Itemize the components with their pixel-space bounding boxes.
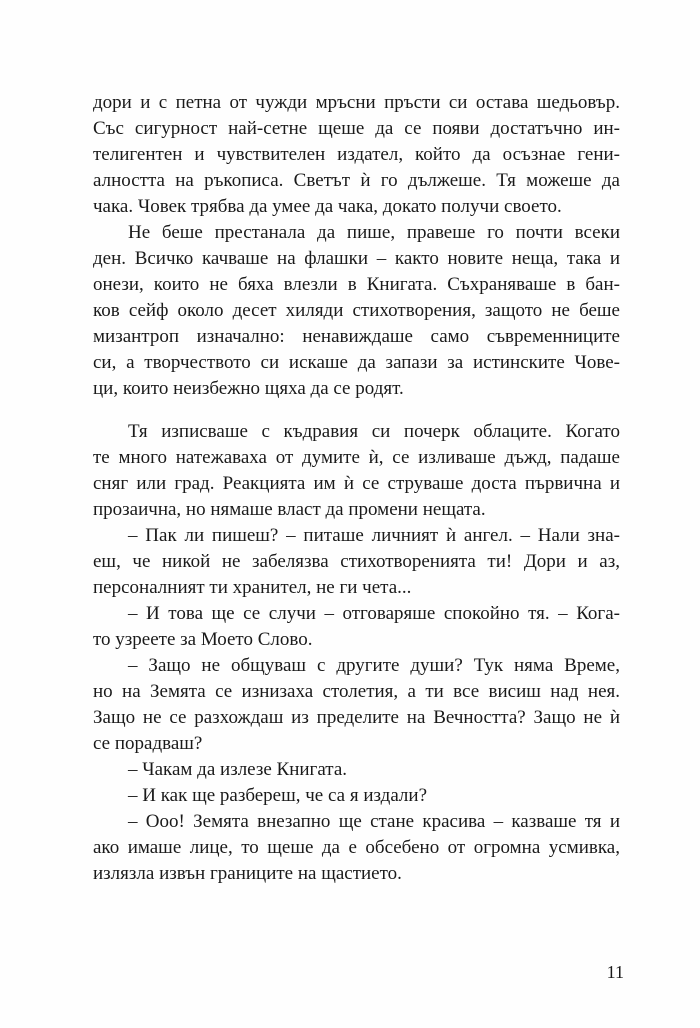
page-number: 11 <box>606 962 624 982</box>
text-line: мизантроп изначално: ненавиждаше само съвременниците <box>93 326 620 347</box>
text-line: то узреете за Моето Слово. <box>93 629 313 650</box>
text-line: еш, че никой не забелязва стихотворенията ти! Дори и аз, <box>93 551 620 572</box>
text-line: Защо не се разхождаш из пределите на Вечността? Защо не ѝ <box>93 707 620 728</box>
text-line: излязла извън границите на щастието. <box>93 863 402 884</box>
text-line: те много натежаваха от думите ѝ, се изливаше дъжд, падаше <box>93 447 620 468</box>
text-line: си, а творчеството си искаше да запази за истинските Чове- <box>93 352 620 373</box>
text-line: телигентен и чувствителен издател, който да осъзнае гени- <box>93 144 620 165</box>
dialogue-line: – Пак ли пишеш? – питаше личният ѝ ангел. – Нали зна- <box>128 525 620 546</box>
text-line: персоналният ти хранител, не ги чета... <box>93 577 412 598</box>
text-line: ако имаше лице, то щеше да е обсебено от огромна усмивка, <box>93 837 620 858</box>
text-line: алността на ръкописа. Светът ѝ го дължеше. Тя можеше да <box>93 170 620 191</box>
dialogue-line: – Защо не общуваш с другите души? Тук няма Време, <box>128 655 620 676</box>
text-line: Със сигурност най-сетне щеше да се появи достатъчно ин- <box>93 118 620 139</box>
text-line: ков сейф около десет хиляди стихотворения, защото не беше <box>93 300 620 321</box>
text-line: ден. Всичко качваше на флашки – както новите неща, така и <box>93 248 620 269</box>
text-line: но на Земята се изнизаха столетия, а ти все висиш над нея. <box>93 681 620 702</box>
dialogue-line: – Ооо! Земята внезапно ще стане красива – казваше тя и <box>128 811 620 832</box>
dialogue-line: – И това ще се случи – отговаряше спокойно тя. – Кога- <box>128 603 620 624</box>
text-line: дори и с петна от чужди мръсни пръсти си остава шедьовър. <box>93 92 620 113</box>
text-line: чака. Човек трябва да умее да чака, докато получи своето. <box>93 196 562 217</box>
text-line: прозаична, но нямаше власт да промени нещата. <box>93 499 486 520</box>
text-line: се порадваш? <box>93 733 203 754</box>
dialogue-line: – Чакам да излезе Книгата. <box>128 759 348 780</box>
dialogue-line: – И как ще разбереш, че са я издали? <box>128 785 427 806</box>
text-line: Не беше престанала да пише, правеше го почти всеки <box>128 222 620 243</box>
text-line: ци, които неизбежно щяха да се родят. <box>93 378 404 399</box>
text-line: сняг или град. Реакцията им ѝ се струваше доста първична и <box>93 473 620 494</box>
text-line: Тя изписваше с къдравия си почерк облаците. Когато <box>128 421 620 442</box>
text-line: онези, които не бяха влезли в Книгата. Съхраняваше в бан- <box>93 274 620 295</box>
